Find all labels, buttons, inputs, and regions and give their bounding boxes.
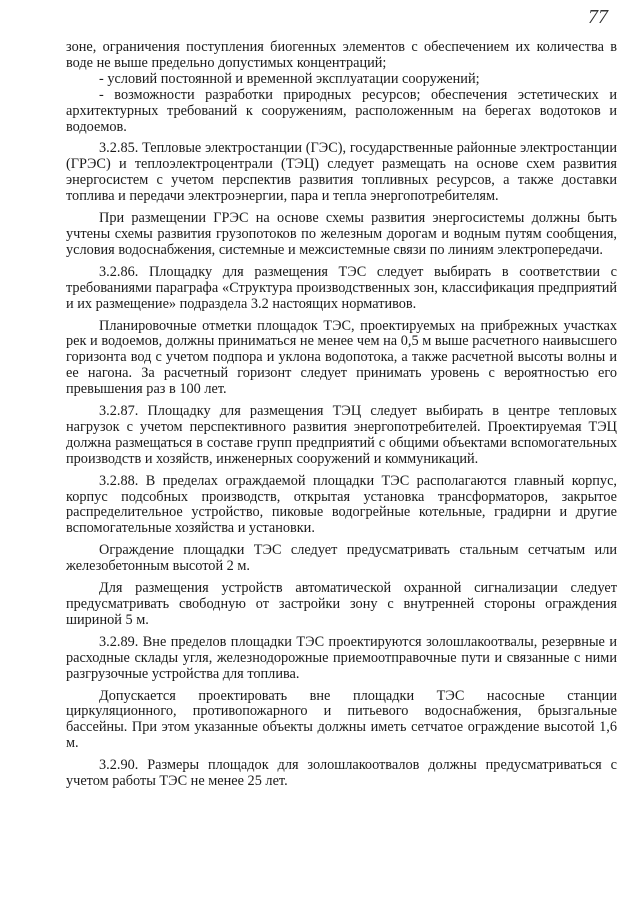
document-body — [66, 40, 617, 796]
paragraph: - возможности разработки природных ресурсов; обеспечения эстетических и архитектурных требований к сооружениям, расположенным на берегах водотоков и водоемов. — [66, 86, 617, 135]
paragraph: 3.2.86. Площадку для размещения ТЭС следует выбирать в соответствии с требованиями параграфа «Структура производственных зон, классификация предприятий и их размещение» подраздела 3.2 настоящих нормативов. — [66, 263, 617, 312]
page-number: 77 — [588, 6, 608, 28]
paragraph: 3.2.90. Размеры площадок для золошлакоотвалов должны предусматриваться с учетом работы ТЭС не менее 25 лет. — [66, 757, 617, 790]
paragraph: 3.2.89. Вне пределов площадки ТЭС проектируются золошлакоотвалы, резервные и расходные склады угля, железнодорожные приемоотправочные пути и связанные с ними разгрузочные устройства для топлива. — [66, 633, 617, 682]
paragraph: Ограждение площадки ТЭС следует предусматривать стальным сетчатым или железобетонным высотой 2 м. — [66, 542, 617, 575]
paragraph: 3.2.88. В пределах ограждаемой площадки ТЭС располагаются главный корпус, корпус подсобных производств, открытая установка трансформаторов, закрытое распределительное устройство, пиковые водогрейные котельные, градирни и другие вспомогательные хозяйства и установки. — [66, 472, 617, 537]
paragraph: Планировочные отметки площадок ТЭС, проектируемых на прибрежных участках рек и водоемов, должны приниматься не менее чем на 0,5 м выше расчетного наивысшего горизонта вод с учетом подпора и уклона водопотока, а также расчетной высоты волны и ее нагона. За расчетный горизонт следует принимать уровень с вероятностью его превышения раз в 100 лет. — [66, 317, 617, 398]
paragraph: При размещении ГРЭС на основе схемы развития энергосистемы должны быть учтены схемы развития грузопотоков по железным дорогам и водным путям сообщения, условия водоснабжения, системные и межсистемные связи по линиям электропередачи. — [66, 210, 617, 258]
paragraph: Для размещения устройств автоматической охранной сигнализации следует предусматривать свободную от застройки зону с внутренней стороны ограждения шириной 5 м. — [66, 580, 617, 628]
paragraph: - условий постоянной и временной эксплуатации сооружений; — [99, 70, 480, 87]
paragraph: 3.2.87. Площадку для размещения ТЭЦ следует выбирать в центре тепловых нагрузок с учетом перспективного развития энергопотребителей. Проектируемая ТЭЦ должна размещаться в составе групп предприятий с общими объектами вспомогательных производств и хозяйств, инженерных сооружений и коммуникаций. — [66, 403, 617, 467]
paragraph: Допускается проектировать вне площадки ТЭС насосные станции циркуляционного, противопожарного и питьевого водоснабжения, брызгальные бассейны. При этом указанные объекты должны иметь сетчатое ограждение высотой 1,6 м. — [66, 687, 617, 752]
paragraph: 3.2.85. Тепловые электростанции (ГЭС), государственные районные электростанции (ГРЭС) и теплоэлектроцентрали (ТЭЦ) следует размещать на основе схем развития энергосистем с учетом перспектив развития топливных ресурсов, а также доставки топлива и передачи электроэнергии, пара и тепла энергопотребителям. — [66, 140, 617, 205]
paragraph: зоне, ограничения поступления биогенных элементов с обеспечением их количества в воде не выше предельно допустимых концентраций; — [66, 39, 617, 71]
